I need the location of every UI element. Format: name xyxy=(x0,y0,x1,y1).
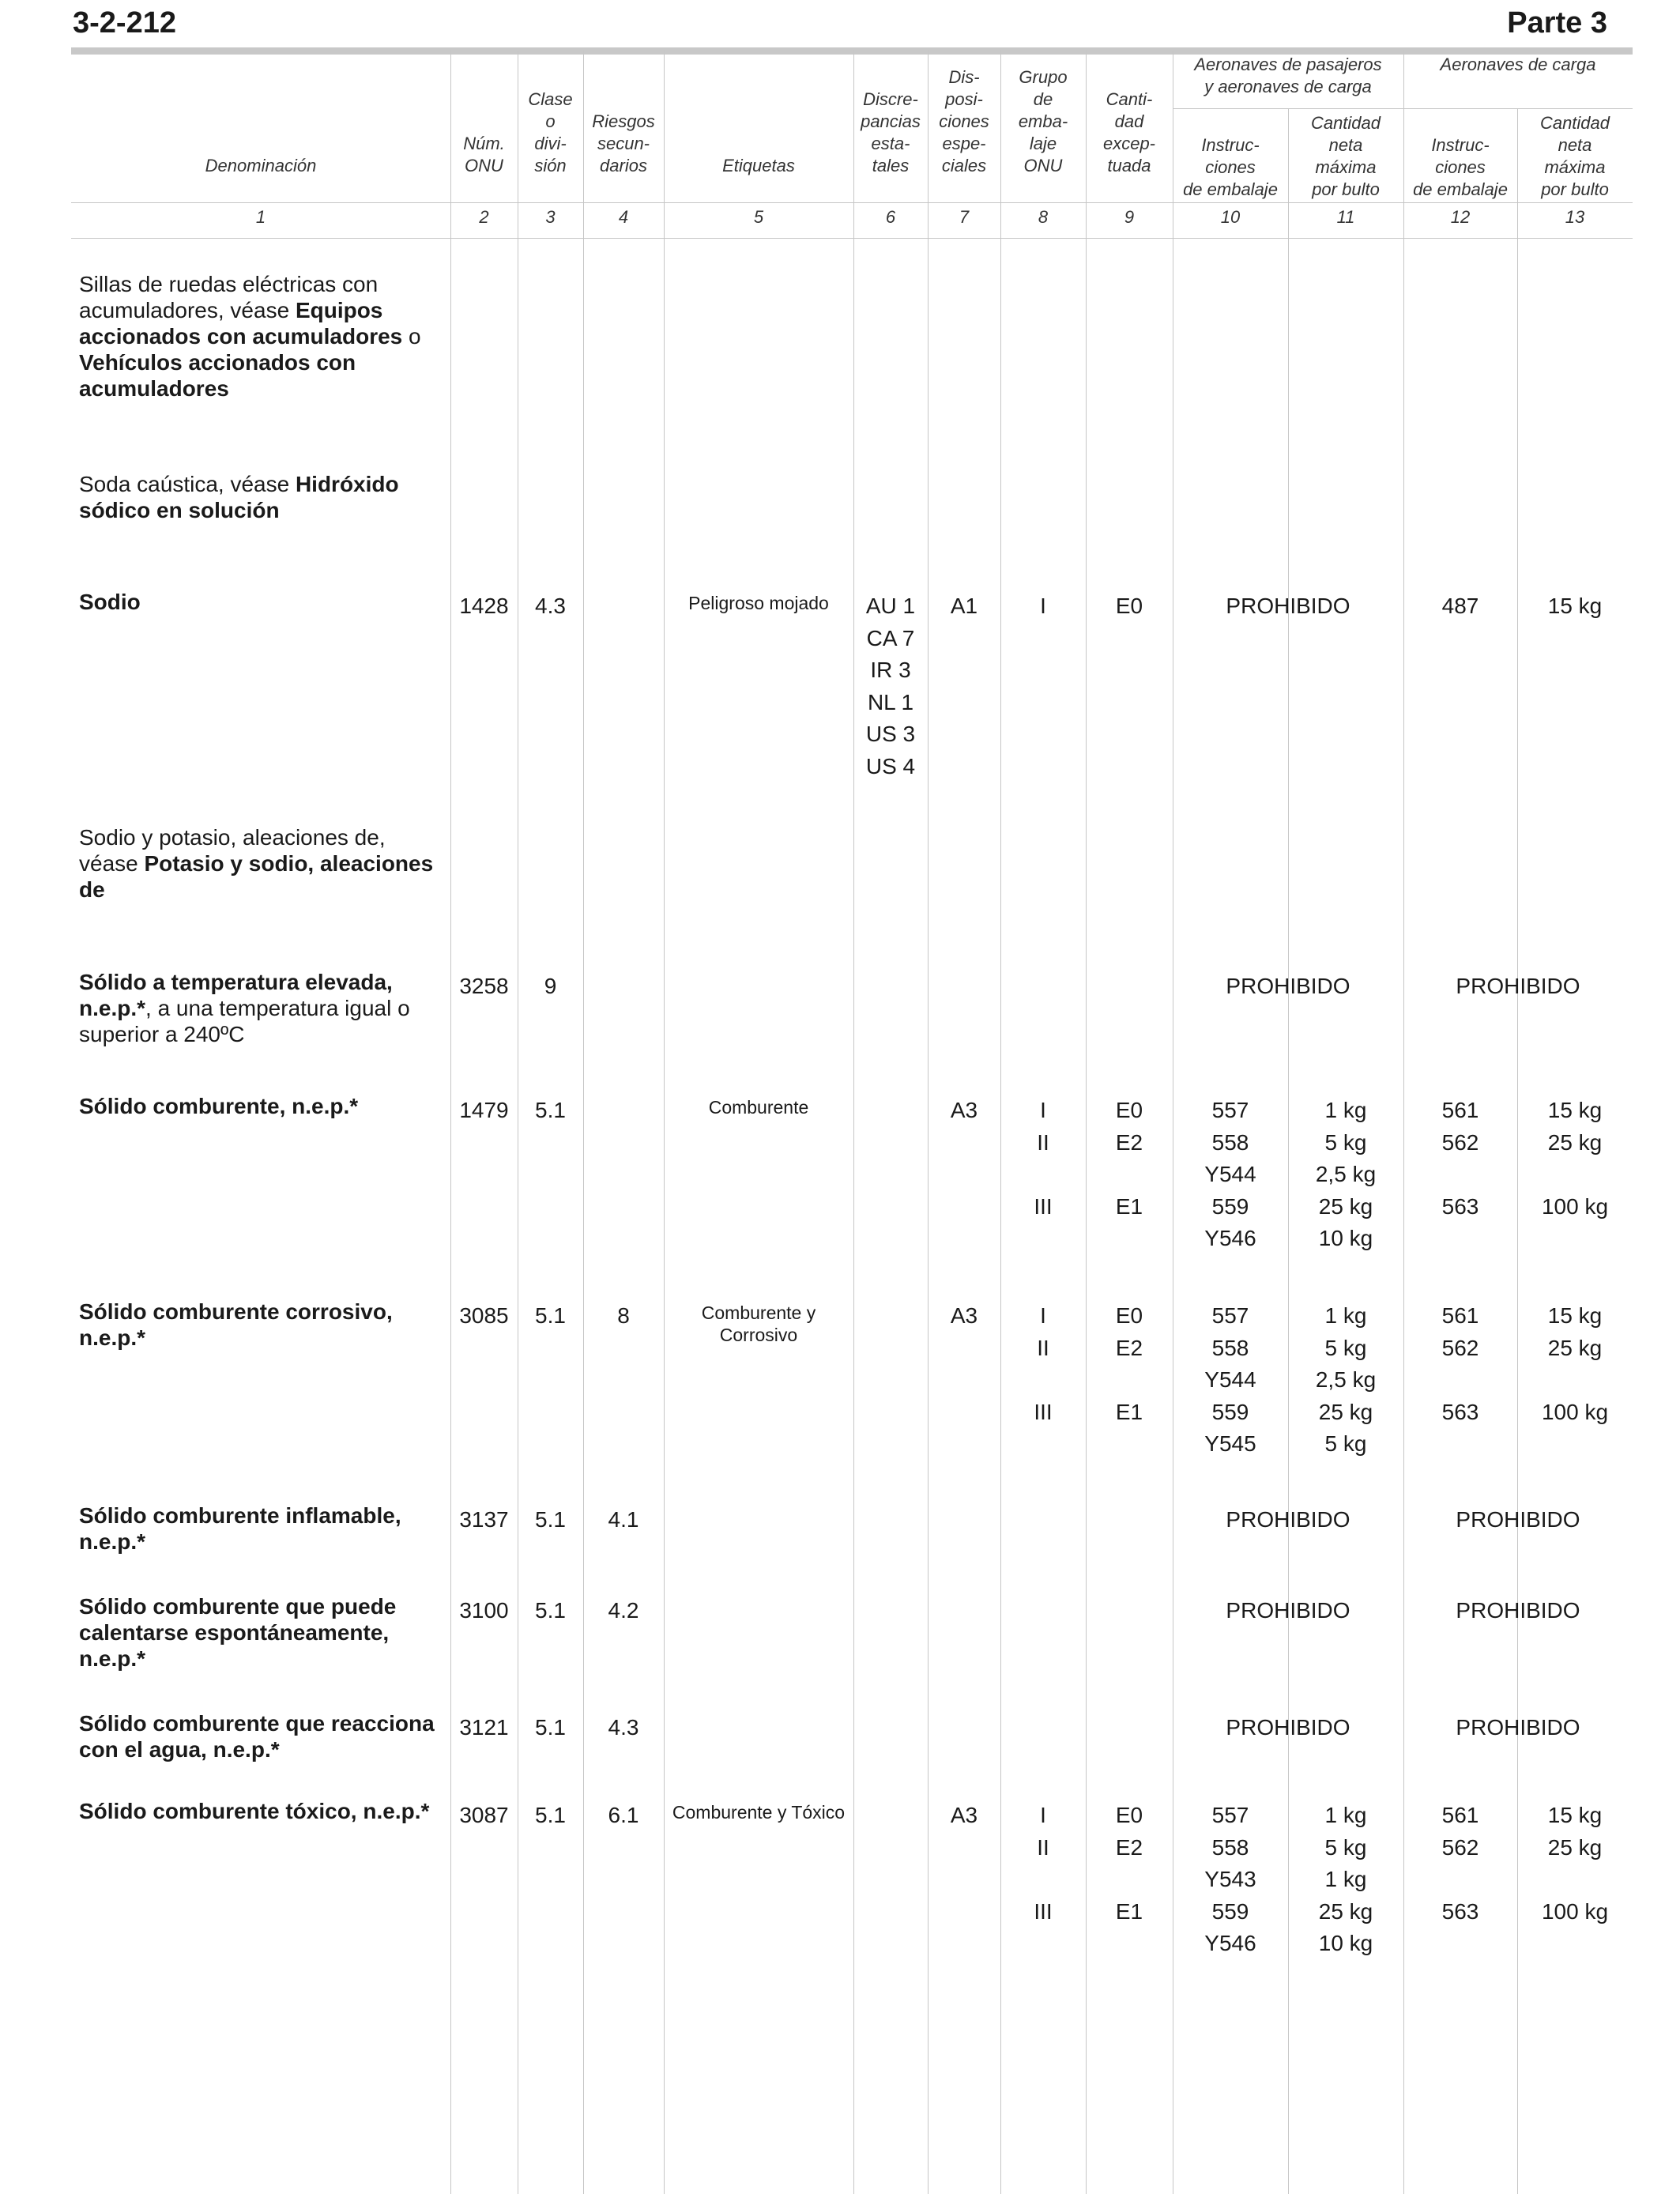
entry-name-segment: Sólido comburente, n.e.p.* xyxy=(79,1094,359,1118)
header-denominacion: Denominación xyxy=(205,156,317,175)
packing-group: I II III xyxy=(1034,1303,1053,1424)
column-divider xyxy=(583,51,584,2194)
header-cantidad-exceptuada: Canti- dad excep- tuada xyxy=(1102,89,1156,175)
column-number: 11 xyxy=(1336,207,1355,227)
header-etiquetas: Etiquetas xyxy=(722,156,795,175)
subsidiary-risk: 4.3 xyxy=(608,1715,639,1740)
state-variations: AU 1 CA 7 IR 3 NL 1 US 3 US 4 xyxy=(865,594,916,778)
class-division: 9 xyxy=(544,974,557,998)
hazard-label: Comburente y Corrosivo xyxy=(701,1302,816,1345)
packing-group: I xyxy=(1040,594,1046,618)
pax-packing-instruction: 557 558 Y544 559 Y546 xyxy=(1204,1098,1256,1250)
entry-name xyxy=(79,1093,450,1119)
subsidiary-risk: 4.2 xyxy=(608,1598,639,1623)
un-number: 1428 xyxy=(459,594,509,618)
entry-name xyxy=(79,471,450,523)
class-division: 4.3 xyxy=(535,594,566,618)
special-provisions: A3 xyxy=(950,1303,978,1328)
entry-name xyxy=(79,824,450,903)
column-number: 2 xyxy=(479,207,489,227)
entry-name-segment: Soda caústica, véase xyxy=(79,472,296,496)
class-division: 5.1 xyxy=(535,1303,566,1328)
special-provisions: A1 xyxy=(950,594,978,618)
entry-name-segment: o xyxy=(402,324,421,349)
packing-group: I II III xyxy=(1034,1098,1053,1219)
special-provisions: A3 xyxy=(950,1098,978,1122)
header-pasajeros-group: Aeronaves de pasajeros y aeronaves de carga xyxy=(1194,55,1382,96)
cao-packing-instruction: 561 562 563 xyxy=(1441,1803,1479,1924)
column-number: 12 xyxy=(1450,207,1471,227)
excepted-quantity: E0 E2 E1 xyxy=(1115,1098,1143,1219)
un-number: 3100 xyxy=(459,1598,509,1623)
pax-prohibited: PROHIBIDO xyxy=(1226,594,1350,618)
column-divider xyxy=(853,51,854,2194)
entry-name xyxy=(79,1502,450,1555)
entry-name-segment: Sólido a temperatura elevada, n.e.p.* xyxy=(79,970,393,1020)
cao-max-quantity: 15 kg 25 kg 100 kg xyxy=(1541,1098,1609,1219)
hazard-label: Comburente xyxy=(708,1097,809,1118)
entry-name-segment: Equipos accionados con acumuladores xyxy=(79,298,403,349)
special-provisions: A3 xyxy=(950,1803,978,1827)
column-number: 3 xyxy=(545,207,556,227)
entry-name xyxy=(79,969,450,1047)
pax-prohibited: PROHIBIDO xyxy=(1226,1715,1350,1740)
pax-packing-instruction: 557 558 Y543 559 Y546 xyxy=(1204,1803,1256,1955)
entry-name xyxy=(79,1798,450,1824)
pax-packing-instruction: 557 558 Y544 559 Y545 xyxy=(1204,1303,1256,1456)
entry-name-segment: Sillas de ruedas eléctricas con acumuladores, véase xyxy=(79,272,379,322)
entry-name xyxy=(79,1710,450,1762)
cao-prohibited: PROHIBIDO xyxy=(1456,1598,1580,1623)
header-cantidad-carga: Cantidad neta máxima por bulto xyxy=(1539,113,1610,199)
cao-max-quantity: 15 kg xyxy=(1547,594,1603,618)
hazard-label: Peligroso mojado xyxy=(688,593,829,613)
header-grupo: Grupo de emba- laje ONU xyxy=(1018,67,1068,175)
entry-name-segment: Sólido comburente inflamable, n.e.p.* xyxy=(79,1503,401,1554)
column-number: 9 xyxy=(1124,207,1135,227)
column-number: 8 xyxy=(1038,207,1049,227)
group-header-underline xyxy=(1173,108,1633,109)
entry-name xyxy=(79,271,450,401)
column-number: 5 xyxy=(753,207,764,227)
entry-name-segment: Vehículos accionados con acumuladores xyxy=(79,350,356,401)
un-number: 3137 xyxy=(459,1507,509,1532)
header-discrepancias: Discre- pancias esta- tales xyxy=(861,89,921,175)
un-number: 3085 xyxy=(459,1303,509,1328)
cao-max-quantity: 15 kg 25 kg 100 kg xyxy=(1541,1803,1609,1924)
header-cantidad-pax: Cantidad neta máxima por bulto xyxy=(1310,113,1381,199)
column-number: 13 xyxy=(1565,207,1585,227)
entry-name-segment: Sólido comburente que puede calentarse espontáneamente, n.e.p.* xyxy=(79,1594,397,1671)
entry-name-segment: Potasio y sodio, aleaciones de xyxy=(79,851,434,902)
excepted-quantity: E0 E2 E1 xyxy=(1115,1303,1143,1424)
column-number-underline xyxy=(71,238,1633,239)
pax-prohibited: PROHIBIDO xyxy=(1226,974,1350,998)
entry-name-segment: Sólido comburente que reacciona con el agua, n.e.p.* xyxy=(79,1711,435,1762)
header-carga-group: Aeronaves de carga xyxy=(1440,55,1596,74)
un-number: 3087 xyxy=(459,1803,509,1827)
class-division: 5.1 xyxy=(535,1803,566,1827)
column-number: 1 xyxy=(255,207,266,227)
column-number: 6 xyxy=(885,207,896,227)
header-num-onu: Núm. ONU xyxy=(463,134,505,175)
header-instrucciones-pax: Instruc- ciones de embalaje xyxy=(1183,135,1278,199)
cao-prohibited: PROHIBIDO xyxy=(1456,1715,1580,1740)
subsidiary-risk: 4.1 xyxy=(608,1507,639,1532)
un-number: 3258 xyxy=(459,974,509,998)
header-riesgos: Riesgos secun- darios xyxy=(592,111,655,175)
header-bottom-line xyxy=(71,202,1633,203)
cao-max-quantity: 15 kg 25 kg 100 kg xyxy=(1541,1303,1609,1424)
entry-name xyxy=(79,1593,450,1672)
packing-group: I II III xyxy=(1034,1803,1053,1924)
page-number: 3-2-212 xyxy=(73,6,176,40)
class-division: 5.1 xyxy=(535,1598,566,1623)
cao-packing-instruction: 561 562 563 xyxy=(1441,1303,1479,1424)
column-divider xyxy=(664,51,665,2194)
column-number: 7 xyxy=(959,207,970,227)
part-title: Parte 3 xyxy=(1507,6,1607,40)
entry-name-segment: Sodio y potasio, aleaciones de, véase xyxy=(79,825,386,876)
cao-prohibited: PROHIBIDO xyxy=(1456,1507,1580,1532)
column-number: 4 xyxy=(618,207,629,227)
class-division: 5.1 xyxy=(535,1715,566,1740)
subsidiary-risk: 8 xyxy=(617,1303,630,1328)
header-instrucciones-carga: Instruc- ciones de embalaje xyxy=(1413,135,1508,199)
entry-name-segment: , a una temperatura igual o superior a 240ºC xyxy=(79,996,410,1046)
header-clase: Clase o divi- sión xyxy=(528,89,573,175)
entry-name xyxy=(79,589,450,615)
column-number: 10 xyxy=(1220,207,1241,227)
excepted-quantity: E0 E2 E1 xyxy=(1115,1803,1143,1924)
pax-prohibited: PROHIBIDO xyxy=(1226,1598,1350,1623)
class-division: 5.1 xyxy=(535,1507,566,1532)
entry-name-segment: Sólido comburente corrosivo, n.e.p.* xyxy=(79,1299,393,1350)
cao-prohibited: PROHIBIDO xyxy=(1456,974,1580,998)
entry-name xyxy=(79,1299,450,1351)
entry-name-segment: Hidróxido sódico en solución xyxy=(79,472,399,522)
cao-packing-instruction: 487 xyxy=(1441,594,1479,618)
hazard-label: Comburente y Tóxico xyxy=(672,1802,846,1823)
pax-max-quantity: 1 kg 5 kg 1 kg 25 kg 10 kg xyxy=(1318,1803,1373,1955)
entry-name-segment: Sodio xyxy=(79,590,141,614)
header-disposiciones: Dis- posi- ciones espe- ciales xyxy=(939,67,989,175)
un-number: 3121 xyxy=(459,1715,509,1740)
pax-max-quantity: 1 kg 5 kg 2,5 kg 25 kg 5 kg xyxy=(1315,1303,1377,1456)
class-division: 5.1 xyxy=(535,1098,566,1122)
un-number: 1479 xyxy=(459,1098,509,1122)
subsidiary-risk: 6.1 xyxy=(608,1803,639,1827)
cao-packing-instruction: 561 562 563 xyxy=(1441,1098,1479,1219)
entry-name-segment: Sólido comburente tóxico, n.e.p.* xyxy=(79,1799,430,1823)
pax-max-quantity: 1 kg 5 kg 2,5 kg 25 kg 10 kg xyxy=(1315,1098,1377,1250)
excepted-quantity: E0 xyxy=(1115,594,1143,618)
pax-prohibited: PROHIBIDO xyxy=(1226,1507,1350,1532)
